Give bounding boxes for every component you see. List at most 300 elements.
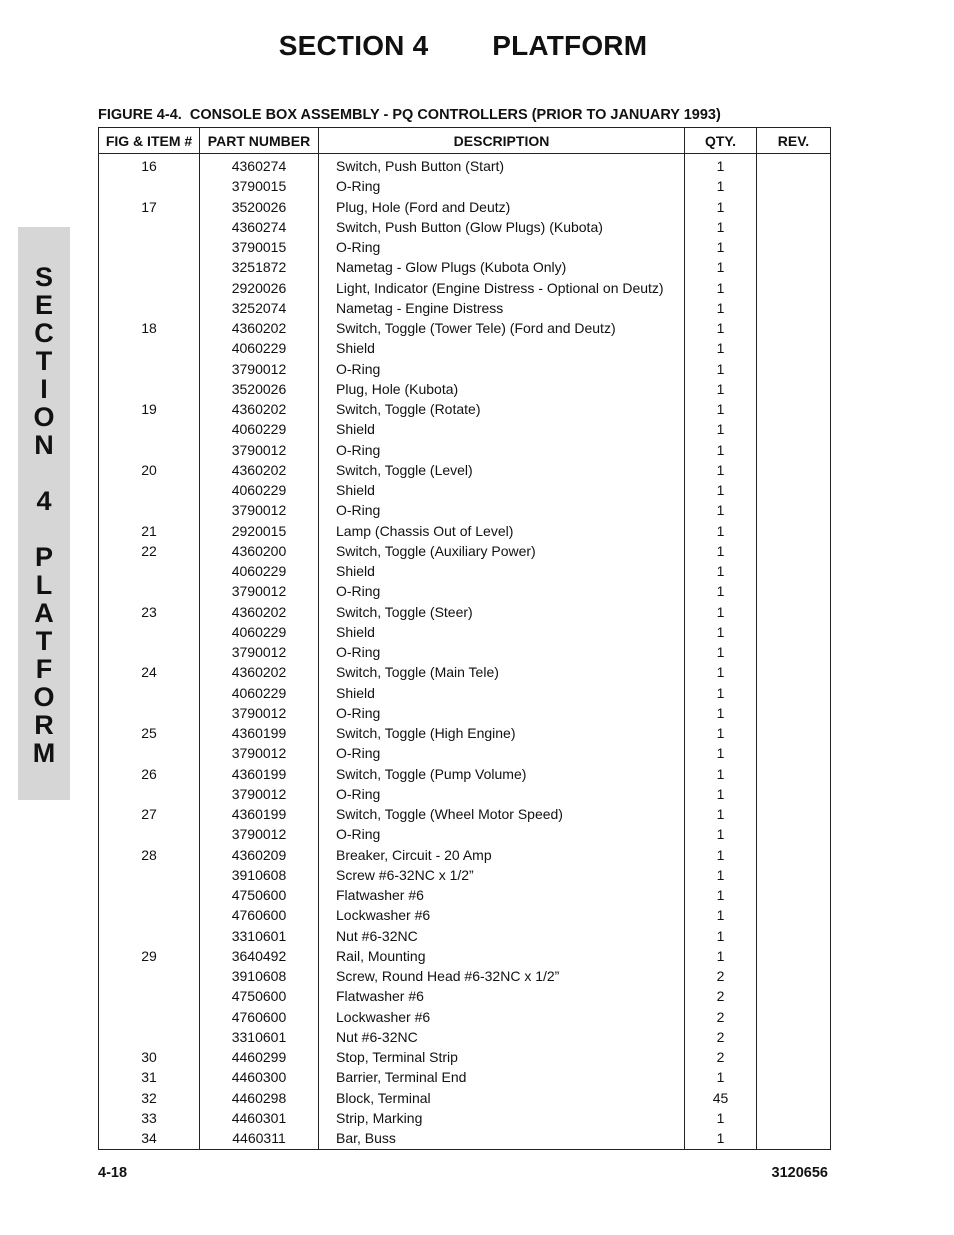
cell-qty: 1 [685,399,757,419]
cell-qty: 2 [685,1027,757,1047]
cell-part-number: 3790012 [200,440,319,460]
cell-part-number: 3310601 [200,1027,319,1047]
cell-description: Switch, Toggle (Tower Tele) (Ford and Deutz) [319,318,685,338]
cell-fig-item: 27 [99,804,200,824]
cell-rev [757,804,831,824]
cell-fig-item: 26 [99,764,200,784]
cell-description: Switch, Toggle (Auxiliary Power) [319,541,685,561]
cell-fig-item [99,278,200,298]
cell-part-number: 3910608 [200,865,319,885]
cell-description: Shield [319,338,685,358]
cell-rev [757,1067,831,1087]
cell-description: Switch, Toggle (Wheel Motor Speed) [319,804,685,824]
table-row [99,885,831,905]
table-row [99,743,831,763]
cell-qty: 2 [685,986,757,1006]
cell-fig-item [99,581,200,601]
cell-qty: 1 [685,845,757,865]
cell-rev [757,541,831,561]
table-row [99,359,831,379]
table-row [99,197,831,217]
cell-rev [757,460,831,480]
cell-fig-item [99,338,200,358]
cell-fig-item [99,419,200,439]
cell-part-number: 3640492 [200,946,319,966]
cell-fig-item [99,885,200,905]
cell-part-number: 3251872 [200,257,319,277]
table-row [99,946,831,966]
cell-description: Lamp (Chassis Out of Level) [319,521,685,541]
side-tab-letter: O [33,682,55,712]
cell-rev [757,440,831,460]
cell-rev [757,703,831,723]
cell-qty: 1 [685,217,757,237]
table-row [99,602,831,622]
cell-fig-item: 30 [99,1047,200,1067]
cell-description: Flatwasher #6 [319,885,685,905]
cell-fig-item [99,905,200,925]
cell-rev [757,197,831,217]
cell-rev [757,1128,831,1150]
cell-fig-item [99,824,200,844]
cell-rev [757,865,831,885]
cell-qty: 1 [685,743,757,763]
cell-fig-item: 18 [99,318,200,338]
table-row [99,1108,831,1128]
cell-part-number: 2920026 [200,278,319,298]
cell-fig-item [99,642,200,662]
cell-qty: 45 [685,1088,757,1108]
cell-rev [757,379,831,399]
cell-rev [757,784,831,804]
cell-description: O-Ring [319,743,685,763]
table-row [99,926,831,946]
cell-description: Shield [319,561,685,581]
cell-rev [757,845,831,865]
cell-description: O-Ring [319,824,685,844]
table-row [99,176,831,196]
cell-fig-item [99,480,200,500]
cell-rev [757,662,831,682]
cell-qty: 1 [685,926,757,946]
cell-qty: 1 [685,359,757,379]
cell-fig-item [99,440,200,460]
cell-fig-item [99,743,200,763]
cell-part-number: 2920015 [200,521,319,541]
side-tab-letter: M [32,738,56,768]
table-row [99,1067,831,1087]
side-tab-letter: O [33,402,55,432]
cell-fig-item [99,926,200,946]
cell-rev [757,298,831,318]
cell-part-number: 3790012 [200,359,319,379]
header-fig-item: FIG & ITEM # [99,128,200,154]
cell-part-number: 4360202 [200,399,319,419]
table-row [99,237,831,257]
table-row [99,298,831,318]
cell-qty: 1 [685,581,757,601]
cell-description: Switch, Push Button (Glow Plugs) (Kubota) [319,217,685,237]
cell-part-number: 3790012 [200,703,319,723]
cell-part-number: 3790012 [200,642,319,662]
cell-description: O-Ring [319,237,685,257]
table-row [99,986,831,1006]
table-row [99,622,831,642]
cell-description: Screw #6-32NC x 1/2” [319,865,685,885]
cell-description: Flatwasher #6 [319,986,685,1006]
table-row [99,683,831,703]
cell-description: Switch, Toggle (Rotate) [319,399,685,419]
cell-fig-item: 22 [99,541,200,561]
cell-qty: 1 [685,176,757,196]
cell-rev [757,1108,831,1128]
cell-description: Switch, Toggle (Level) [319,460,685,480]
side-tab-letter: T [35,346,53,376]
side-tab-letters [18,263,70,767]
cell-part-number: 3790012 [200,824,319,844]
table-row [99,257,831,277]
cell-description: Nut #6-32NC [319,1027,685,1047]
cell-fig-item: 21 [99,521,200,541]
cell-description: O-Ring [319,500,685,520]
cell-rev [757,338,831,358]
cell-rev [757,966,831,986]
cell-part-number: 4060229 [200,419,319,439]
cell-qty: 1 [685,480,757,500]
cell-rev [757,278,831,298]
cell-qty: 1 [685,784,757,804]
table-row [99,318,831,338]
cell-part-number: 4060229 [200,683,319,703]
side-tab-letter: N [34,430,54,460]
table-row [99,966,831,986]
cell-part-number: 4360200 [200,541,319,561]
table-row [99,723,831,743]
side-tab-letter: E [34,290,53,320]
table-row [99,278,831,298]
cell-qty: 1 [685,298,757,318]
table-row [99,1027,831,1047]
cell-qty: 1 [685,1067,757,1087]
cell-description: O-Ring [319,703,685,723]
cell-fig-item [99,622,200,642]
cell-part-number: 4360209 [200,845,319,865]
section-side-tab [18,227,70,800]
cell-qty: 1 [685,338,757,358]
table-row [99,419,831,439]
cell-part-number: 3790012 [200,784,319,804]
cell-description: O-Ring [319,581,685,601]
cell-part-number: 3790012 [200,743,319,763]
side-tab-letter: 4 [36,486,52,516]
cell-description: Nametag - Glow Plugs (Kubota Only) [319,257,685,277]
cell-description: Nametag - Engine Distress [319,298,685,318]
side-tab-letter: C [34,318,54,348]
cell-fig-item [99,986,200,1006]
header-rev: REV. [757,128,831,154]
cell-fig-item: 31 [99,1067,200,1087]
table-row [99,440,831,460]
cell-part-number: 3910608 [200,966,319,986]
cell-part-number: 4460301 [200,1108,319,1128]
table-row [99,784,831,804]
cell-fig-item [99,176,200,196]
cell-qty: 1 [685,602,757,622]
cell-rev [757,602,831,622]
cell-part-number: 4750600 [200,885,319,905]
cell-fig-item [99,1027,200,1047]
table-row [99,1088,831,1108]
table-row [99,379,831,399]
cell-qty: 1 [685,541,757,561]
cell-rev [757,885,831,905]
cell-description: Shield [319,683,685,703]
cell-rev [757,237,831,257]
cell-rev [757,824,831,844]
cell-rev [757,683,831,703]
cell-fig-item: 23 [99,602,200,622]
cell-part-number: 4360202 [200,662,319,682]
cell-fig-item: 17 [99,197,200,217]
cell-description: Switch, Toggle (High Engine) [319,723,685,743]
cell-qty: 1 [685,683,757,703]
cell-part-number: 4360202 [200,602,319,622]
cell-rev [757,500,831,520]
cell-description: Plug, Hole (Ford and Deutz) [319,197,685,217]
cell-qty: 1 [685,804,757,824]
header-part-number: PART NUMBER [200,128,319,154]
cell-fig-item: 24 [99,662,200,682]
cell-part-number: 3310601 [200,926,319,946]
table-row [99,541,831,561]
cell-qty: 1 [685,905,757,925]
table-row [99,905,831,925]
table-row [99,1007,831,1027]
side-tab-letter: R [34,710,54,740]
table-row [99,662,831,682]
table-row [99,642,831,662]
cell-description: Switch, Toggle (Pump Volume) [319,764,685,784]
cell-description: O-Ring [319,359,685,379]
cell-description: O-Ring [319,784,685,804]
cell-qty: 1 [685,662,757,682]
cell-fig-item [99,217,200,237]
table-header-row [99,128,831,154]
cell-fig-item [99,298,200,318]
cell-description: Lockwasher #6 [319,1007,685,1027]
cell-qty: 1 [685,642,757,662]
cell-qty: 1 [685,1128,757,1150]
cell-part-number: 4460298 [200,1088,319,1108]
cell-part-number: 4060229 [200,480,319,500]
cell-qty: 1 [685,154,757,177]
cell-rev [757,946,831,966]
side-tab-letter: S [34,262,53,292]
cell-qty: 1 [685,419,757,439]
cell-qty: 1 [685,824,757,844]
cell-rev [757,399,831,419]
cell-description: Breaker, Circuit - 20 Amp [319,845,685,865]
table-row [99,154,831,177]
table-row [99,1128,831,1150]
table-row [99,581,831,601]
cell-description: Lockwasher #6 [319,905,685,925]
cell-qty: 1 [685,257,757,277]
cell-description: Shield [319,622,685,642]
table-row [99,217,831,237]
cell-qty: 1 [685,885,757,905]
footer-doc-number: 3120656 [771,1165,828,1181]
cell-qty: 1 [685,561,757,581]
cell-fig-item [99,379,200,399]
table-row [99,338,831,358]
table-row [99,561,831,581]
cell-qty: 1 [685,865,757,885]
cell-part-number: 4360274 [200,217,319,237]
cell-description: Rail, Mounting [319,946,685,966]
cell-fig-item [99,257,200,277]
cell-fig-item [99,561,200,581]
cell-part-number: 3790015 [200,237,319,257]
cell-qty: 2 [685,1047,757,1067]
table-row [99,460,831,480]
cell-part-number: 4360202 [200,460,319,480]
side-tab-letter: P [34,542,53,572]
cell-rev [757,642,831,662]
cell-fig-item: 34 [99,1128,200,1150]
cell-rev [757,986,831,1006]
cell-part-number: 4760600 [200,905,319,925]
cell-description: Bar, Buss [319,1128,685,1150]
cell-part-number: 3520026 [200,197,319,217]
cell-fig-item: 32 [99,1088,200,1108]
cell-description: Block, Terminal [319,1088,685,1108]
header-description: DESCRIPTION [319,128,685,154]
table-row [99,521,831,541]
cell-rev [757,743,831,763]
cell-qty: 1 [685,521,757,541]
cell-fig-item [99,683,200,703]
cell-description: Shield [319,480,685,500]
cell-qty: 2 [685,966,757,986]
cell-qty: 1 [685,379,757,399]
cell-qty: 1 [685,764,757,784]
cell-description: Stop, Terminal Strip [319,1047,685,1067]
table-row [99,865,831,885]
cell-fig-item [99,237,200,257]
cell-rev [757,905,831,925]
cell-rev [757,480,831,500]
cell-qty: 2 [685,1007,757,1027]
side-tab-letter: A [34,598,54,628]
cell-rev [757,723,831,743]
cell-part-number: 4760600 [200,1007,319,1027]
cell-fig-item: 25 [99,723,200,743]
cell-description: Barrier, Terminal End [319,1067,685,1087]
cell-part-number: 4460299 [200,1047,319,1067]
parts-table-body [99,154,831,1150]
cell-rev [757,318,831,338]
cell-description: Switch, Toggle (Steer) [319,602,685,622]
cell-qty: 1 [685,197,757,217]
cell-description: O-Ring [319,642,685,662]
table-row [99,845,831,865]
footer-page-number: 4-18 [98,1165,128,1181]
cell-description: Shield [319,419,685,439]
cell-fig-item [99,1007,200,1027]
cell-fig-item [99,703,200,723]
cell-rev [757,622,831,642]
table-row [99,824,831,844]
cell-part-number: 4360202 [200,318,319,338]
cell-rev [757,521,831,541]
cell-rev [757,764,831,784]
cell-fig-item: 29 [99,946,200,966]
cell-part-number: 4460311 [200,1128,319,1150]
header-qty: QTY. [685,128,757,154]
cell-qty: 1 [685,703,757,723]
cell-rev [757,257,831,277]
cell-rev [757,1027,831,1047]
cell-part-number: 4060229 [200,561,319,581]
cell-fig-item [99,500,200,520]
cell-part-number: 4360199 [200,764,319,784]
cell-qty: 1 [685,946,757,966]
figure-title: FIGURE 4-4. CONSOLE BOX ASSEMBLY - PQ CONTROLLERS (PRIOR TO JANUARY 1993) [98,107,721,123]
cell-part-number: 4360274 [200,154,319,177]
side-tab-letter: F [35,654,53,684]
page-title: SECTION 4 PLATFORM [278,30,648,61]
side-tab-letter: T [35,626,53,656]
table-row [99,480,831,500]
cell-description: Plug, Hole (Kubota) [319,379,685,399]
table-row [99,764,831,784]
cell-description: Light, Indicator (Engine Distress - Optional on Deutz) [319,278,685,298]
cell-part-number: 4060229 [200,622,319,642]
cell-fig-item [99,784,200,804]
cell-fig-item [99,359,200,379]
cell-part-number: 3790012 [200,500,319,520]
cell-part-number: 4360199 [200,723,319,743]
cell-rev [757,217,831,237]
cell-fig-item: 28 [99,845,200,865]
cell-part-number: 3252074 [200,298,319,318]
cell-part-number: 3790015 [200,176,319,196]
cell-rev [757,154,831,177]
cell-part-number: 4750600 [200,986,319,1006]
cell-rev [757,419,831,439]
cell-rev [757,581,831,601]
cell-qty: 1 [685,622,757,642]
table-row [99,500,831,520]
cell-fig-item: 19 [99,399,200,419]
cell-rev [757,1047,831,1067]
cell-part-number: 4360199 [200,804,319,824]
cell-qty: 1 [685,460,757,480]
cell-description: O-Ring [319,176,685,196]
side-tab-letter: L [35,570,53,600]
cell-part-number: 3790012 [200,581,319,601]
cell-fig-item: 16 [99,154,200,177]
cell-qty: 1 [685,500,757,520]
cell-description: Screw, Round Head #6-32NC x 1/2” [319,966,685,986]
cell-fig-item: 20 [99,460,200,480]
cell-fig-item: 33 [99,1108,200,1128]
cell-rev [757,926,831,946]
cell-rev [757,359,831,379]
cell-qty: 1 [685,278,757,298]
parts-table [98,127,831,1150]
